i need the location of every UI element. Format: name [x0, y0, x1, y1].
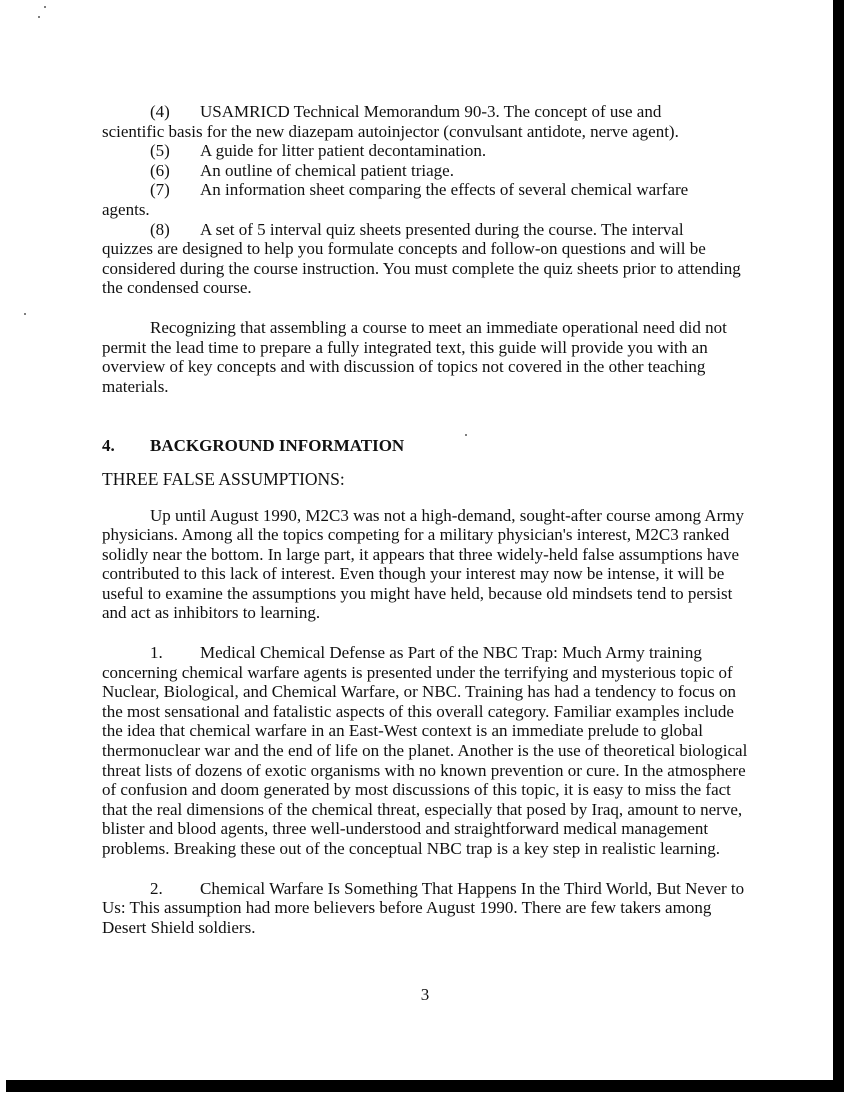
list-item: (4) USAMRICD Technical Memorandum 90-3. The concept of use and: [150, 102, 662, 121]
list-item-continuation: quizzes are designed to help you formulate concepts and follow-on questions and will be considered during the course instruction. You must complete the quiz sheets prior to attending the condensed course.: [102, 239, 741, 298]
list-item: (8) A set of 5 interval quiz sheets presented during the course. The interval: [150, 219, 684, 239]
assumption-1: 1. Medical Chemical Defense as Part of the NBC Trap: Much Army training concerning chemical warfare agents is presented under the terrifying and mysterious topic of Nuclear, Biological, and Chemical Warfare, or NBC. Training has had a tendency to focus on the most sensational and fatalistic aspects of this overall category. Familiar examples include the idea that chemical warfare in an East-West context is an immediate prelude to global thermonuclear war and the end of life on the planet. Another is the use of theoretical biological threat lists of dozens of exotic organisms with no known prevention or cure. In the atmosphere of confusion and doom generated by most discussions of this topic, it is easy to miss the fact that the real dimensions of the chemical threat, especially that posed by Iraq, amount to nerve, blister and blood agents, three well-understood and straightforward medical management problems. Breaking these out of the conceptual NBC trap is a key step in realistic learning.: [102, 643, 748, 858]
list-item: (5) A guide for litter patient decontamination.: [150, 141, 487, 161]
recognizing-paragraph: Recognizing that assembling a course to meet an immediate operational need did not permit the lead time to prepare a fully integrated text, this guide will provide you with an overview of key concepts and with discussion of topics not covered in the other teaching materials.: [102, 317, 727, 396]
list-item: (7) An information sheet comparing the effects of several chemical warfare: [150, 180, 689, 200]
scan-speck: [38, 16, 40, 18]
subheading: THREE FALSE ASSUMPTIONS:: [102, 468, 345, 489]
intro-paragraph: Up until August 1990, M2C3 was not a high-demand, sought-after course among Army physicians. Among all the topics competing for a military physician's interest, M2C3 ranked solidly near the bottom. In large part, it appears that three widely-held false assumptions have contributed to this lack of interest. Even though your interest may now be intense, it will be useful to examine the assumptions you might have held, because old mindsets tend to persist and act as inhibitors to learning.: [102, 505, 744, 623]
assumption-2: 2. Chemical Warfare Is Something That Happens In the Third World, But Never to Us: This assumption had more believers before August 1990. There are few takers among Desert Shield soldiers.: [102, 878, 745, 937]
document-page: [102, 102, 752, 937]
scan-border-right: [833, 0, 844, 1090]
page-number: 3: [420, 985, 430, 1004]
scan-border-bottom: [6, 1080, 844, 1092]
list-item-continuation: agents.: [102, 199, 150, 219]
list-item-continuation: scientific basis for the new diazepam autoinjector (convulsant antidote, nerve agent).: [102, 121, 679, 141]
scan-speck: [44, 6, 46, 8]
list-item: (6) An outline of chemical patient triage.: [150, 160, 454, 180]
scan-speck: [24, 313, 26, 315]
section-heading: 4. BACKGROUND INFORMATION: [102, 436, 405, 456]
materials-list: [102, 102, 752, 298]
